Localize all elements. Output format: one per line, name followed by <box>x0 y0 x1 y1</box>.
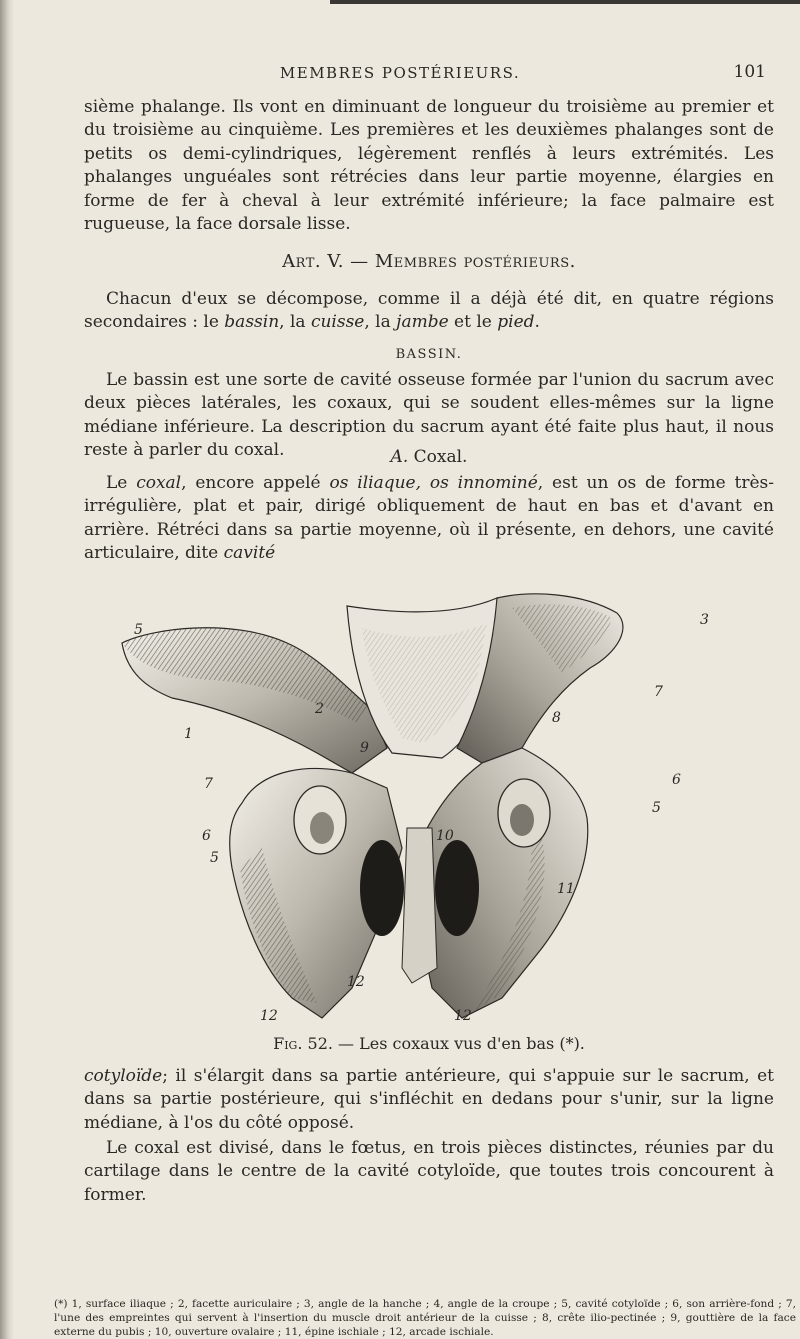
paragraph-foetus <box>84 1137 774 1207</box>
subhead-bassin: BASSIN. <box>395 347 463 362</box>
section-title-text: Membres postérieurs. <box>374 251 576 272</box>
pelvis-illustration <box>112 588 712 1028</box>
figure-label: 12 <box>454 1008 472 1024</box>
term-coxal: coxal <box>136 473 182 493</box>
paragraph-bassin-text: Le bassin est une sorte de cavité osseuse formée par l'union du sacrum avec deux pièces latérales, les coxaux, qui se soudent elles-mêmes sur la ligne médiane inférieure. La description du sacrum ayant été faite plus haut, il nous reste à parler du coxal. <box>84 370 774 461</box>
right-acetabulum-fossa <box>510 804 534 836</box>
figure-label: 3 <box>700 612 709 628</box>
page-header <box>0 62 800 86</box>
page-number: 101 <box>733 62 766 82</box>
term-cuisse: cuisse <box>310 312 365 333</box>
term-os-iliaque: os iliaque, os innominé <box>329 473 538 493</box>
regions-sep: et le <box>448 312 498 333</box>
figure-label: 5 <box>134 622 143 638</box>
figure-label: 8 <box>552 710 561 726</box>
running-title: MEMBRES POSTÉRIEURS. <box>279 64 521 82</box>
figure-label: 10 <box>436 828 454 844</box>
paragraph-phalanges-text: sième phalange. Ils vont en diminuant de longueur du troisième au premier et du troisième au cinquième. Les premières et les deuxièmes phalanges sont de petits os demi-cylindriques, légèrement renflés à leurs extrémités. Les phalanges unguéales sont rétrécies dans leur partie moyenne, élargies en forme de fer à cheval à leur extrémité inférieure; la face palmaire est rugueuse, la face dorsale lisse. <box>84 97 774 235</box>
term-cavite: cavité <box>223 543 276 564</box>
figure-label: 12 <box>347 974 365 990</box>
regions-lead: Chacun d'eux se décompose, comme il a déjà été dit, en quatre régions secondaires : le <box>84 289 774 333</box>
term-pied: pied <box>497 312 535 333</box>
figure-label: 9 <box>360 740 369 756</box>
regions-sep: , la <box>279 312 311 333</box>
paragraph-coxal <box>84 472 774 566</box>
figure-label: 5 <box>652 800 661 816</box>
binding-shadow <box>0 0 14 1339</box>
figure-label: 6 <box>202 828 211 844</box>
figure-label: 5 <box>210 850 219 866</box>
figure-label: 12 <box>260 1008 278 1024</box>
term-jambe: jambe <box>396 312 449 333</box>
paragraph-regions <box>84 288 774 335</box>
subsection-letter: A. <box>390 447 409 467</box>
regions-sep: , la <box>364 312 397 333</box>
footnote <box>54 1297 796 1339</box>
regions-end: . <box>534 312 540 333</box>
paragraph-foetus-text: Le coxal est divisé, dans le fœtus, en trois pièces distinctes, réunies par du cartilage dans le centre de la cavité cotyloïde, que toutes trois concourent à former. <box>84 1138 774 1205</box>
left-obturator-foramen <box>360 840 404 936</box>
paragraph-phalanges <box>84 96 774 236</box>
coxal-sep: , encore appelé <box>181 473 330 493</box>
subsection-coxal <box>84 447 774 467</box>
coxal-body: , est un os de forme très-irrégulière, plat et pair, dirigé obliquement de haut en bas et d'avant en arrière. Rétréci dans sa partie moyenne, où il présente, en dehors, une cavité articulaire, dite <box>84 473 774 564</box>
section-title <box>84 251 774 272</box>
coxal-lead: Le <box>106 473 137 493</box>
figure-number: Fig. 52. <box>273 1034 333 1053</box>
figure-label: 1 <box>184 726 193 742</box>
figure-caption <box>84 1034 774 1053</box>
figure-caption-text: — Les coxaux vus d'en bas (*). <box>332 1034 585 1053</box>
subsection-title: Coxal. <box>408 447 468 467</box>
top-rule <box>330 0 800 4</box>
term-cotyloide: cotyloïde <box>84 1066 163 1086</box>
figure-label: 6 <box>672 772 681 788</box>
footnote-text: (*) 1, surface iliaque ; 2, facette auriculaire ; 3, angle de la hanche ; 4, angle de la croupe ; 5, cavité cotyloïde ; 6, son arrière-fond ; 7, l'une des empreintes qui servent à l'insertion du muscle droit antérieur de la cuisse ; 8, crête ilio-pectinée ; 9, gouttière de la face externe du pubis ; 10, ouverture ovalaire ; 11, épine ischiale ; 12, arcade ischiale. <box>54 1298 796 1338</box>
section-prefix: Art. V. — <box>282 251 375 272</box>
figure-label: 7 <box>204 776 213 792</box>
pubic-symphysis <box>402 828 437 983</box>
left-acetabulum-fossa <box>310 812 334 844</box>
figure-label: 11 <box>557 881 575 897</box>
right-obturator-foramen <box>435 840 479 936</box>
paragraph-cotyloide <box>84 1065 774 1135</box>
term-bassin: bassin <box>224 312 280 333</box>
figure-label: 7 <box>654 684 663 700</box>
cotyloide-text: ; il s'élargit dans sa partie antérieure, qui s'appuie sur le sacrum, et dans sa partie postérieure, qui s'infléchit en dedans pour s'unir, sur la ligne médiane, à l'os du côté opposé. <box>84 1066 774 1133</box>
figure-label: 2 <box>315 701 324 717</box>
